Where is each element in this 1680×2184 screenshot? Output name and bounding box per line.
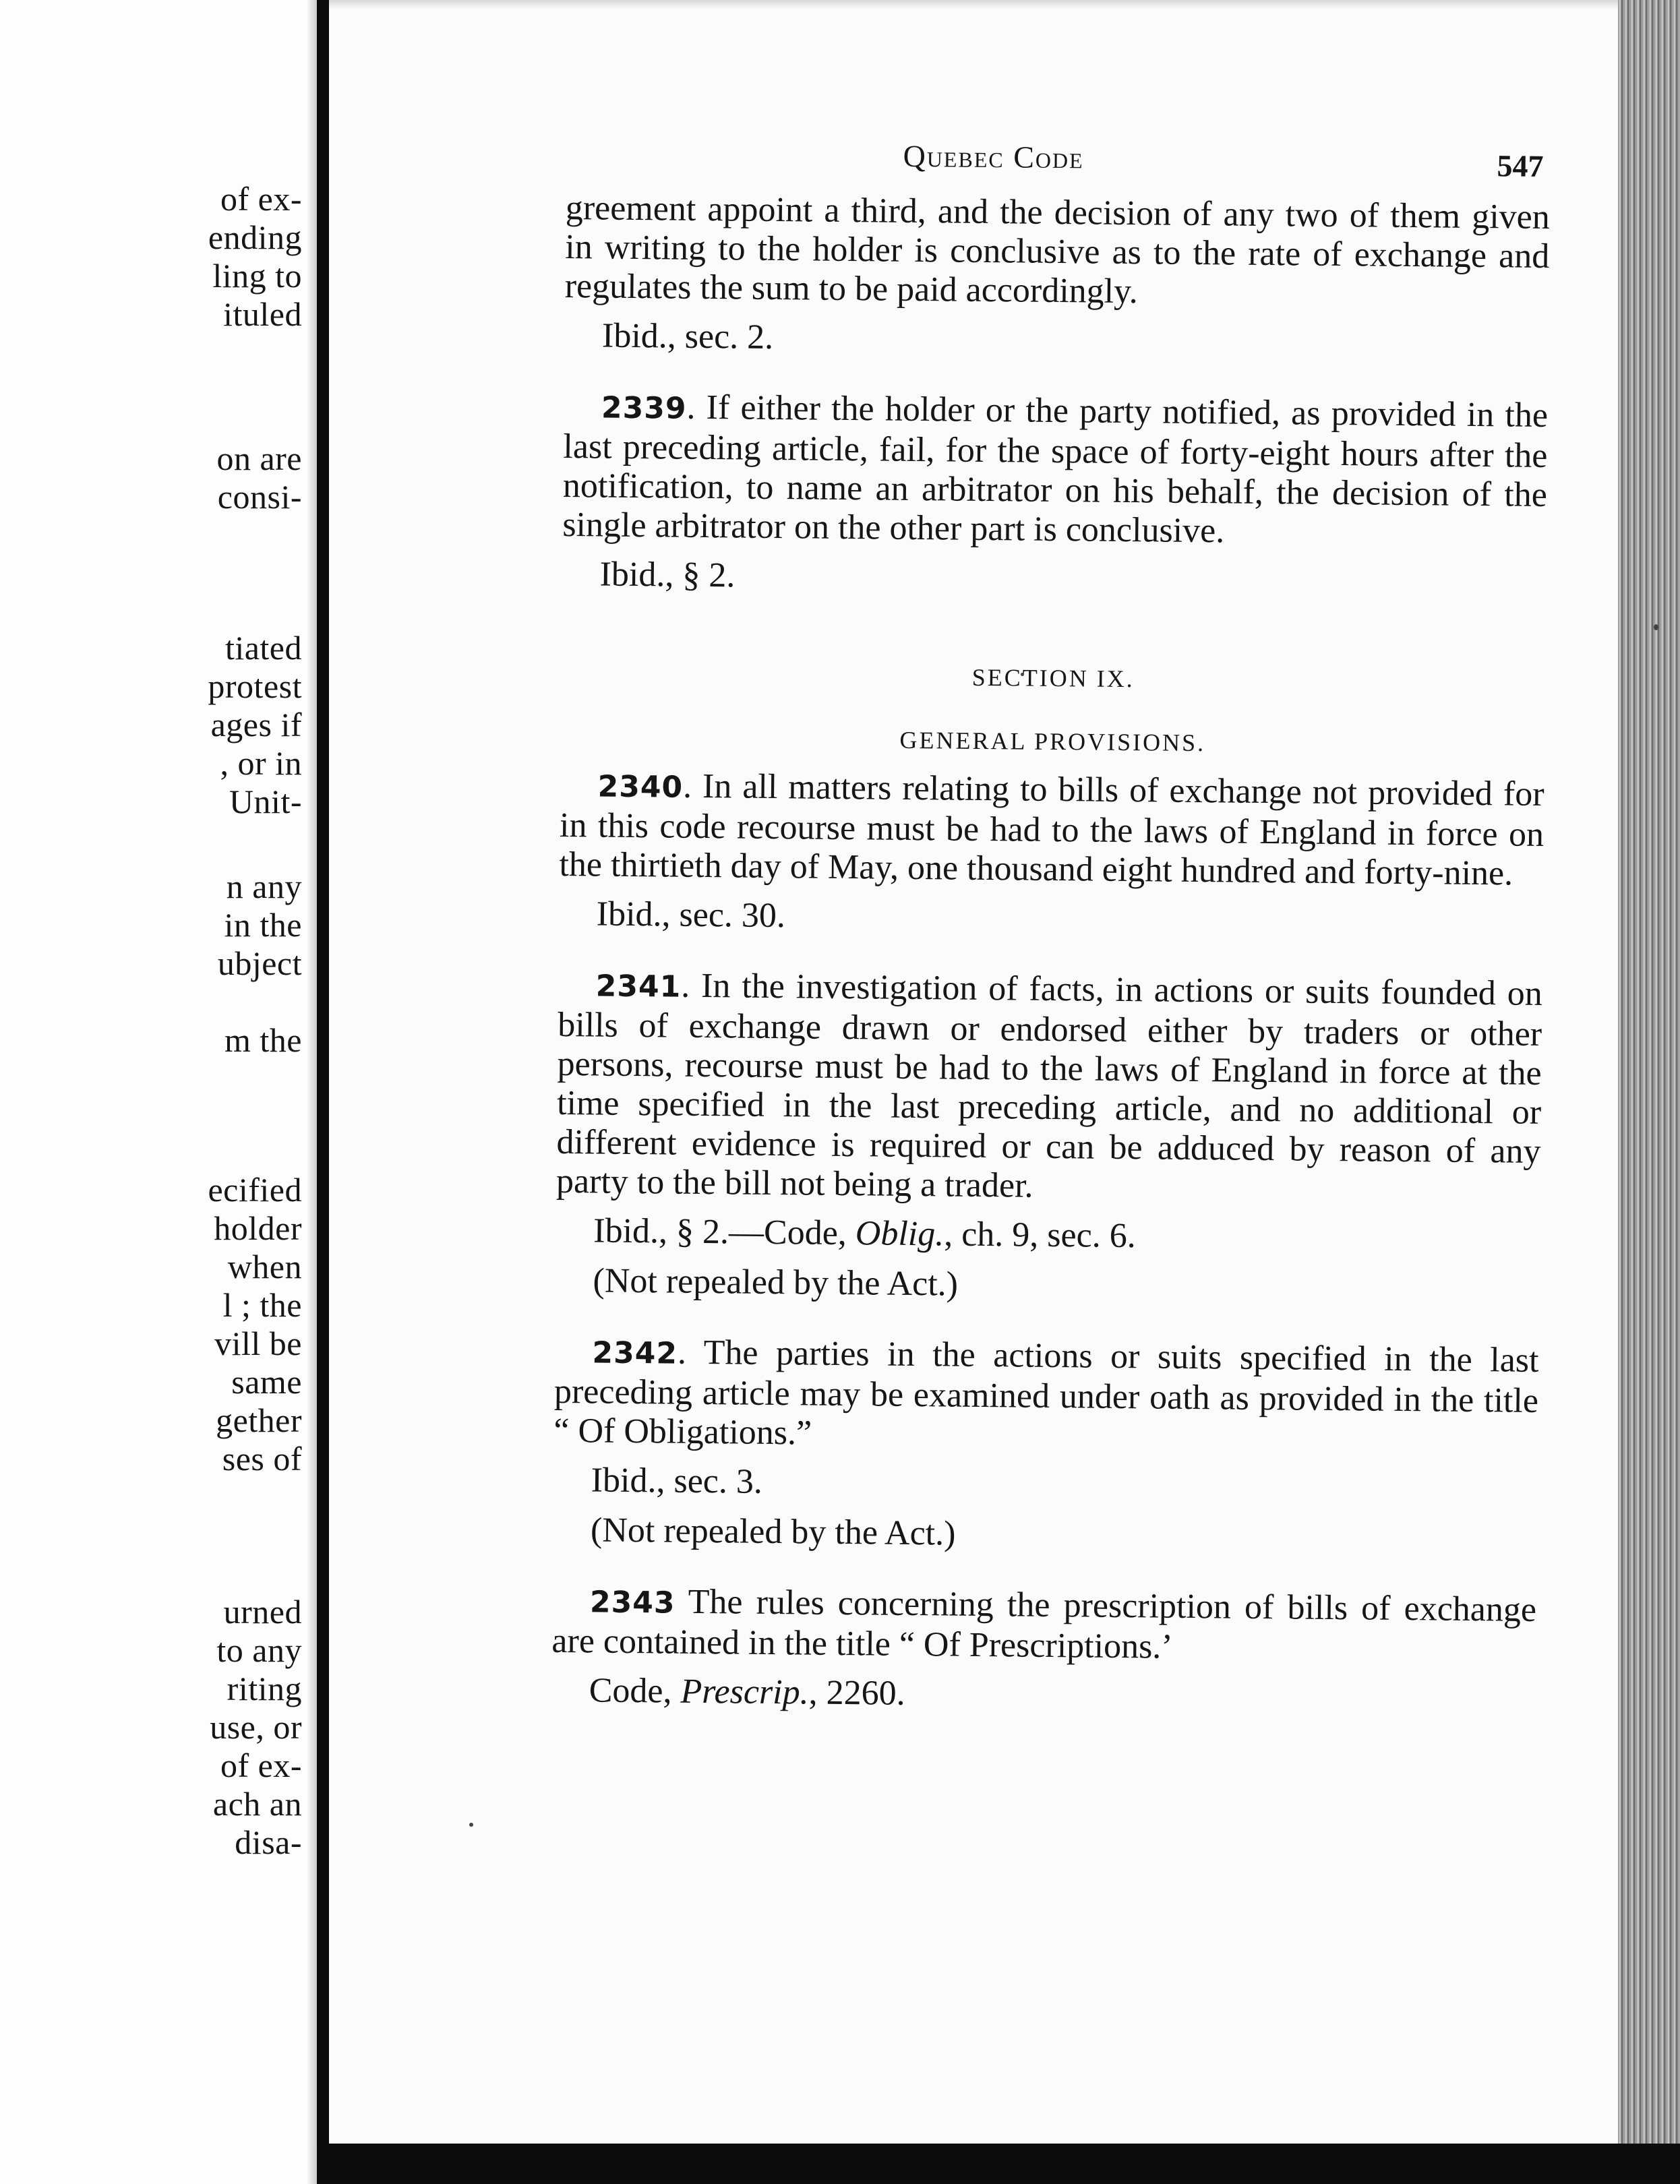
left-page-line-fragment: tiated [224,629,302,667]
left-page-line-fragment: when [227,1248,302,1285]
article-2339 [562,387,1548,554]
left-page-line-fragment: consi- [217,478,302,516]
right-page [551,128,1550,1720]
left-page-line-fragment: on are [216,439,302,477]
left-page-line-fragment: in the [224,906,302,944]
note: (Not repealed by the Act.) [593,1261,959,1304]
left-page-line-fragment: n any [226,868,302,905]
left-page-line-fragment: riting [227,1670,302,1707]
article-2343 [551,1581,1536,1670]
page-title: Quebec Code [903,138,1084,175]
article-2340 [559,766,1544,894]
article-text: The rules concerning the prescription of bills of exchange are contained in the title “ Of Prescriptions.’ [551,1582,1537,1666]
left-page-line-fragment: same [231,1363,302,1401]
left-page-line-fragment: ecified [208,1171,302,1209]
left-page-line-fragment: ses of [222,1440,302,1478]
citation-text: Code, [589,1671,681,1711]
citation-text: , 2260. [808,1673,905,1713]
page-number: 547 [1497,148,1544,183]
citation [593,1211,1540,1260]
left-page-line-fragment: ling to [212,257,302,295]
left-page-line-fragment: ach an [212,1785,302,1823]
gutter-shadow [307,0,318,2184]
continued-paragraph: greement appoint a third, and the decision of any two of them given in writing to the holder is conclusive as to the rate of exchange and regulates the sum to be paid accordingly. [564,188,1551,311]
article-text: . The parties in the actions or suits specified in the last preceding article may be examined under oath as provided in the title “ Of Obligations.” [553,1333,1539,1453]
left-page-line-fragment: holder [214,1209,302,1247]
left-page-line-fragment: protest [208,667,302,705]
left-page-line-fragment: m the [224,1021,302,1059]
article-number: 2339 [601,390,687,426]
left-page-line-fragment: vill be [214,1325,302,1362]
left-page-line-fragment: of ex- [220,1747,302,1784]
page-top-shadow [329,0,1618,9]
left-page-line-fragment: gether [216,1401,302,1439]
left-page-line-fragment: ubject [217,944,302,982]
book-gutter [317,0,329,2184]
citation: Ibid., sec. 30. [596,894,786,936]
article-number: 2342 [592,1335,678,1371]
section-title: GENERAL PROVISIONS. [899,726,1206,757]
left-page-line-fragment: to any [216,1631,302,1669]
left-page-line-fragment: of ex- [220,180,302,218]
article-text: . In all matters relating to bills of exchange not provided for in this code recourse must be had to the laws of England in force on the thirtieth day of May, one thousand eight hundred and forty-nine. [559,766,1544,893]
article-2342 [553,1332,1539,1460]
left-page-line-fragment: Unit- [229,783,302,820]
left-page-line-fragment: urned [223,1593,302,1631]
citation-abbrev: Oblig. [855,1214,944,1254]
citation-abbrev: Prescrip. [680,1672,809,1712]
article-text: . If either the holder or the party notified, as provided in the last preceding article, fail, for the space of forty-eight hours after the notification, to name an arbitrator on his behalf, the decision of the single arbitrator on the other part is conclusive. [562,388,1549,551]
citation: Ibid., § 2. [599,555,736,595]
note: (Not repealed by the Act.) [590,1511,956,1553]
left-page-line-fragment: disa- [235,1823,302,1861]
left-page-line-fragment: , or in [220,744,302,782]
citation: Ibid., sec. 2. [601,316,774,357]
article-text: . In the investigation of facts, in actions or suits founded on bills of exchange drawn or endorsed either by traders or other persons, recourse must be had to the laws of England in force at the time specified in the last preceding article, and no additional or different evidence is required or can be adduced by reason of any party to the bill not being a trader. [556,966,1543,1205]
scanner-bed-edge [317,2144,1680,2184]
article-number: 2340 [597,769,684,805]
citation [589,1670,1536,1720]
left-page-line-fragment: ages if [210,706,302,744]
article-number: 2341 [595,969,682,1004]
speck [1654,624,1658,630]
page-edges [1618,0,1680,2184]
citation-text: , ch. 9, sec. 6. [943,1215,1137,1256]
running-head [566,128,1551,198]
citation: Ibid., sec. 3. [591,1461,763,1501]
left-page-line-fragment: ituled [223,295,302,333]
left-page-line-fragment: l ; the [222,1286,302,1324]
speck [469,1823,473,1827]
left-page [0,0,316,2184]
citation-text: Ibid., § 2.—Code, [593,1211,856,1253]
left-page-line-fragment: use, or [210,1708,302,1746]
left-page-line-fragment: ending [208,218,302,256]
section-heading: SECTION IX. [971,663,1135,693]
article-number: 2343 [589,1585,676,1620]
article-2341 [556,965,1542,1211]
